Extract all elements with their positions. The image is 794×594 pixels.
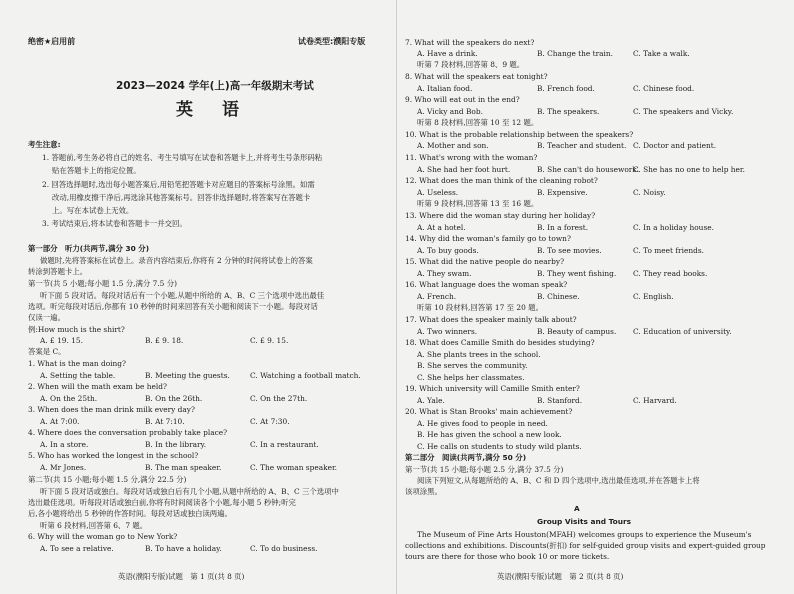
passage-text: collections and exhibitions. Discounts(折扣) for self-guided group visits and expert-guided group [405,541,766,550]
example-question: 例:How much is the shirt? [28,325,125,334]
question: 3. When does the man drink milk every day? [28,405,195,414]
question: 13. Where did the woman stay during her holiday? [405,211,596,220]
dialog-instruction: 听第 6 段材料,回答第 6、7 题。 [40,521,148,530]
passage-text: tours are there for those who book 10 or more tickets. [405,552,610,561]
part1-heading: 第一部分 听力(共两节,满分 30 分) [28,244,150,253]
passage-title: Group Visits and Tours [537,517,632,526]
section1-intro: 选项。听完每段对话后,你都有 10 秒钟的时间来回答有关小题和阅读下一小题。每段对话 [28,302,318,311]
option-c: C. In a restaurant. [250,440,319,449]
question: 17. What does the speaker mainly talk about? [405,315,577,324]
option-c: C. To meet friends. [633,246,704,255]
option-c: C. They read books. [633,269,708,278]
option-b: B. Expensive. [537,188,588,197]
part2-heading: 第二部分 阅读(共两节,满分 50 分) [405,453,527,462]
passage-letter: A [574,504,580,513]
option-a: A. She had her foot hurt. [417,165,511,174]
page-footer: 英语(濮阳专版)试题 第 2 页(共 8 页) [497,572,624,581]
option-a: A. Mr Jones. [40,463,87,472]
question: 12. What does the man think of the cleaning robot? [405,176,598,185]
exam-title: 2023—2024 学年(上)高一年级期末考试 [116,80,314,92]
dialog-instruction: 听第 9 段材料,回答第 13 至 16 题。 [417,199,539,208]
question: 10. What is the probable relationship between the speakers? [405,130,634,139]
part1-intro: 做题时,先将答案标在试卷上。录音内容结束后,你将有 2 分钟的时间将试卷上的答案 [40,256,313,265]
option-a: A. Two winners. [417,327,478,336]
option-b: B. To see movies. [537,246,602,255]
option-c: C. On the 27th. [250,394,308,403]
option-b: B. She serves the community. [417,361,528,370]
option-a: A. He gives food to people in need. [417,419,548,428]
question: 2. When will the math exam be held? [28,382,167,391]
option-b: B. At 7:10. [145,417,185,426]
option-a: A. French. [417,292,457,301]
option-a: A. Have a drink. [417,49,478,58]
dialog-instruction: 听第 10 段材料,回答第 17 至 20 题。 [417,303,543,312]
dialog-instruction: 听第 7 段材料,回答第 8、9 题。 [417,60,525,69]
option-b: B. They went fishing. [537,269,617,278]
option-c: C. Doctor and patient. [633,141,717,150]
question: 8. What will the speakers eat tonight? [405,72,548,81]
option-c: C. He calls on students to study wild plants. [417,442,582,451]
question: 16. What language does the woman speak? [405,280,568,289]
option-b: B. To have a holiday. [145,544,222,553]
question: 15. What did the native people do nearby? [405,257,565,266]
note-line: 1. 答题前,考生务必将自己的姓名、考生号填写在试卷和答题卡上,并将考生号条形码粘 [42,153,323,162]
option-a: A. On the 25th. [40,394,98,403]
option-b: B. French food. [537,84,595,93]
question: 20. What is Stan Brooks' main achievement? [405,407,573,416]
option-c: C. Noisy. [633,188,666,197]
option-b: B. In the library. [145,440,207,449]
option-c: C. In a holiday house. [633,223,714,232]
note-line: 3. 考试结束后,将本试卷和答题卡一并交回。 [42,219,187,228]
option-b: B. Beauty of campus. [537,327,617,336]
option-c: C. She has no one to help her. [633,165,745,174]
section2-intro: 后,各小题将给出 5 秒钟的作答时间。每段对话或独白读两遍。 [28,509,232,518]
question: 9. Who will eat out in the end? [405,95,520,104]
note-line: 上。写在本试卷上无效。 [52,206,134,215]
secret-label: 绝密★启用前 [28,37,76,46]
option-a: A. Setting the table. [40,371,116,380]
option-a: A. Vicky and Bob. [417,107,483,116]
option-b: B. Stanford. [537,396,583,405]
notes-heading: 考生注意: [28,140,61,149]
question: 6. Why will the woman go to New York? [28,532,178,541]
question: 11. What's wrong with the woman? [405,153,538,162]
question: 14. Why did the woman's family go to town? [405,234,571,243]
section2-intro: 听下面 5 段对话或独白。每段对话或独白后有几个小题,从题中所给的 A、B、C 三个选项中 [40,487,339,496]
option-b: B. She can't do housework. [537,165,640,174]
section1-heading: 第一节(共 5 小题;每小题 1.5 分,满分 7.5 分) [28,279,177,288]
option-b: B. Teacher and student. [537,141,627,150]
option-c: C. Watching a football match. [250,371,361,380]
option-c: C. At 7:30. [250,417,290,426]
option-b: B. On the 26th. [145,394,203,403]
exam-page-2 [397,0,794,594]
option-c: C. Harvard. [633,396,677,405]
question: 1. What is the man doing? [28,359,126,368]
option-c: C. The woman speaker. [250,463,338,472]
passage-text: The Museum of Fine Arts Houston(MFAH) welcomes groups to experience the Museum's [417,530,752,539]
option-a: A. Yale. [417,396,445,405]
option-c: C. English. [633,292,674,301]
option-c: C. Education of university. [633,327,732,336]
option-c: C. Take a walk. [633,49,690,58]
option-b: B. The man speaker. [145,463,222,472]
option-a: A. To see a relative. [40,544,114,553]
reading-intro: 该项涂黑。 [405,487,442,496]
option-c: C. Chinese food. [633,84,695,93]
option-a: A. In a store. [40,440,89,449]
option-a: A. She plants trees in the school. [417,350,541,359]
option-b: B. He has given the school a new look. [417,430,562,439]
option-a: A. Mother and son. [417,141,489,150]
section2-heading: 第二节(共 15 小题;每小题 1.5 分,满分 22.5 分) [28,475,187,484]
page-footer: 英语(濮阳专版)试题 第 1 页(共 8 页) [118,572,245,581]
reading-intro: 阅读下列短文,从每题所给的 A、B、C 和 D 四个选项中,选出最佳选项,并在答题卡上将 [417,476,700,485]
example-answer: 答案是 C。 [28,347,66,356]
note-line: 贴在答题卡上的指定位置。 [52,166,141,175]
option-b: B. Meeting the guests. [145,371,230,380]
option-b: B. In a forest. [537,223,589,232]
option-c: C. £ 9. 15. [250,336,289,345]
option-a: A. Useless. [417,188,459,197]
part1-intro: 转涂到答题卡上。 [28,267,88,276]
option-b: B. £ 9. 18. [145,336,184,345]
question: 7. What will the speakers do next? [405,38,535,47]
question: 19. Which university will Camille Smith enter? [405,384,580,393]
option-c: C. She helps her classmates. [417,373,525,382]
section2-intro: 选出最佳选项。听每段对话或独白前,你将有时间阅读各个小题,每小题 5 秒钟;听完 [28,498,296,507]
question: 4. Where does the conversation probably take place? [28,428,228,437]
section1-intro: 听下面 5 段对话。每段对话后有一个小题,从题中所给的 A、B、C 三个选项中选出最佳 [40,291,325,300]
option-c: C. The speakers and Vicky. [633,107,734,116]
option-b: B. Change the train. [537,49,613,58]
option-a: A. To buy goods. [417,246,479,255]
option-a: A. Italian food. [417,84,473,93]
option-a: A. They swam. [417,269,472,278]
question: 18. What does Camille Smith do besides studying? [405,338,595,347]
note-line: 2. 回答选择题时,选出每小题答案后,用铅笔把答题卡对应题目的答案标号涂黑。如需 [42,180,315,189]
paper-type-label: 试卷类型:濮阳专版 [298,37,366,46]
option-c: C. To do business. [250,544,318,553]
note-line: 改动,用橡皮擦干净后,再选涂其他答案标号。回答非选择题时,将答案写在答题卡 [52,193,311,202]
option-a: A. At a hotel. [417,223,466,232]
question: 5. Who has worked the longest in the school? [28,451,199,460]
section1-intro: 仅读一遍。 [28,313,65,322]
option-a: A. £ 19. 15. [40,336,83,345]
option-b: B. The speakers. [537,107,600,116]
subject-title: 英 语 [176,100,245,120]
option-a: A. At 7:00. [40,417,80,426]
option-b: B. Chinese. [537,292,580,301]
reading-section1-heading: 第一节(共 15 小题;每小题 2.5 分,满分 37.5 分) [405,465,564,474]
dialog-instruction: 听第 8 段材料,回答第 10 至 12 题。 [417,118,539,127]
